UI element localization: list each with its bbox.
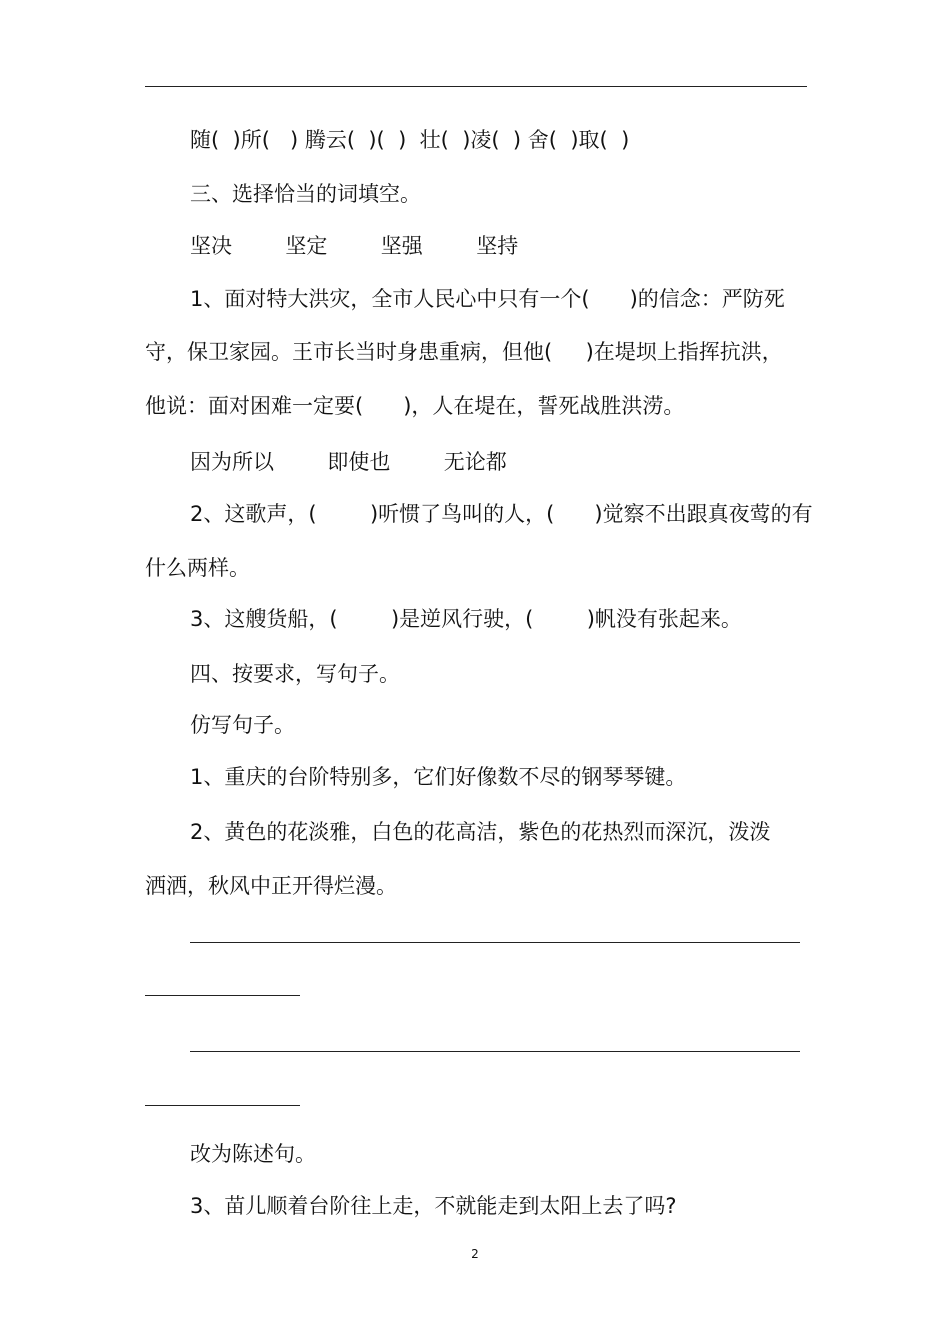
question-2-line-2: 什么两样。	[145, 556, 250, 580]
example-sentence-1: 1、重庆的台阶特别多，它们好像数不尽的钢琴琴键。	[190, 765, 687, 789]
subheading-declarative: 改为陈述句。	[190, 1142, 316, 1166]
question-3: 3、这艘货船，( )是逆风行驶，( )帆没有张起来。	[190, 607, 742, 631]
header-rule	[145, 86, 807, 87]
answer-line-2a[interactable]	[190, 1051, 800, 1052]
example-sentence-2-line-2: 洒洒，秋风中正开得烂漫。	[145, 874, 397, 898]
question-1-line-1: 1、面对特大洪灾，全市人民心中只有一个( )的信念：严防死	[190, 287, 785, 311]
text-line-1: 随( )所( ) 腾云( )( ) 壮( )凌( ) 舍( )取( )	[190, 128, 630, 152]
question-1-line-2: 守，保卫家园。王市长当时身患重病，但他( )在堤坝上指挥抗洪，	[145, 340, 783, 364]
section-heading-3: 三、选择恰当的词填空。	[190, 182, 421, 206]
answer-line-2b[interactable]	[145, 1105, 300, 1106]
word-choices-2: 因为所以 即使也 无论都	[190, 450, 507, 474]
subheading-imitate: 仿写句子。	[190, 713, 295, 737]
answer-line-1b[interactable]	[145, 995, 300, 996]
question-1-line-3: 他说：面对困难一定要( )，人在堤在，誓死战胜洪涝。	[145, 394, 685, 418]
section-heading-4: 四、按要求，写句子。	[190, 662, 400, 686]
page-number: 2	[471, 1247, 479, 1261]
example-sentence-2-line-1: 2、黄色的花淡雅，白色的花高洁，紫色的花热烈而深沉，泼泼	[190, 820, 771, 844]
question-2-line-1: 2、这歌声，( )听惯了鸟叫的人，( )觉察不出跟真夜莺的有	[190, 502, 813, 526]
question-sentence-3: 3、苗儿顺着台阶往上走，不就能走到太阳上去了吗?	[190, 1194, 677, 1218]
answer-line-1a[interactable]	[190, 942, 800, 943]
word-choices-1: 坚决 坚定 坚强 坚持	[190, 234, 519, 258]
